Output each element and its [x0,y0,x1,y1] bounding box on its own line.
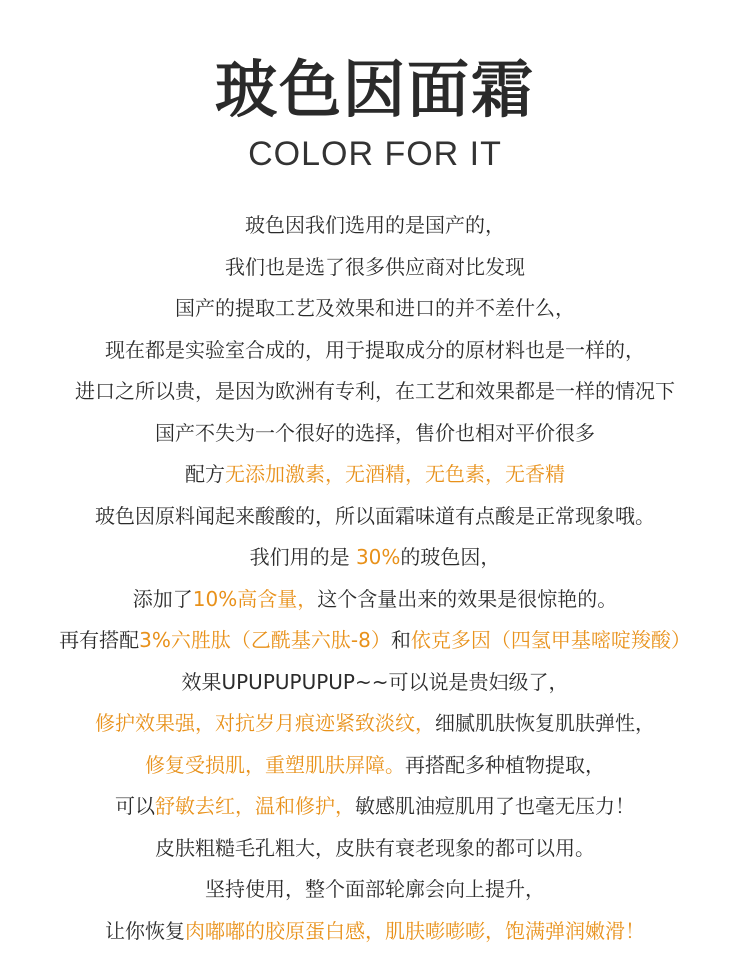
body-text: 我们用的是 [249,545,356,569]
body-text: 细腻肌肤恢复肌肤弹性， [435,711,655,735]
highlight-text: 依克多因（四氢甲基嘧啶羧酸） [410,628,691,652]
body-text: 国产不失为一个很好的选择，售价也相对平价很多 [155,420,595,445]
description-text-block [0,205,750,952]
body-text: 坚持使用，整个面部轮廓会向上提升， [205,877,545,901]
description-line [0,371,750,413]
body-text: 玻色因原料闻起来酸酸的，所以面霜味道有点酸是正常现象哦。 [95,503,655,528]
description-line [0,828,750,870]
body-text: 玻色因我们选用的是国产的， [245,213,505,237]
description-line [0,620,750,662]
body-text: 这个含量出来的效果是很惊艳的。 [317,586,618,611]
body-text: 再有搭配 [59,628,140,652]
body-text: 进口之所以贵，是因为欧洲有专利，在工艺和效果都是一样的情况下 [75,379,675,403]
description-line [0,911,750,953]
highlight-text: 修护效果强，对抗岁月痕迹紧致淡纹， [95,711,435,735]
highlight-text: 30% [355,545,401,569]
description-line [0,579,750,621]
description-line [0,786,750,828]
body-text: 敏感肌油痘肌用了也毫无压力！ [355,794,635,818]
description-line [0,454,750,496]
highlight-text: 修复受损肌，重塑肌肤屏障。 [145,752,405,777]
body-text: 再搭配多种植物提取， [405,752,605,777]
highlight-text: 3%六胜肽（乙酰基六肽-8） [139,628,391,652]
description-line [0,330,750,372]
description-line [0,496,750,538]
body-text: 的玻色因， [400,545,501,569]
page-title: 玻色因面霜 [214,53,535,126]
page-subtitle: COLOR FOR IT [248,135,502,173]
body-text: 现在都是实验室合成的，用于提取成分的原材料也是一样的， [105,337,645,362]
description-line [0,247,750,289]
body-text: 配方 [185,462,225,486]
body-text: 让你恢复 [105,918,185,943]
description-line [0,869,750,911]
description-line [0,662,750,704]
highlight-text: 肉嘟嘟的胶原蛋白感，肌肤嘭嘭嘭，饱满弹润嫩滑！ [185,918,645,943]
highlight-text: 舒敏去红，温和修护， [155,794,355,818]
body-text: 和 [390,628,411,652]
highlight-text: 无添加激素，无酒精，无色素，无香精 [225,462,565,486]
description-line [0,288,750,330]
body-text: 国产的提取工艺及效果和进口的并不差什么， [175,296,575,320]
body-text: 添加了 [132,586,193,611]
description-line [0,537,750,579]
description-line [0,413,750,455]
description-line [0,205,750,247]
description-line [0,703,750,745]
highlight-text: 10%高含量， [192,586,318,611]
body-text: 可以 [115,794,155,818]
body-text: 皮肤粗糙毛孔粗大，皮肤有衰老现象的都可以用。 [155,835,595,860]
body-text: 我们也是选了很多供应商对比发现 [225,254,525,279]
body-text: 效果UPUPUPUPUP~~可以说是贵妇级了， [181,669,569,694]
description-line [0,745,750,787]
